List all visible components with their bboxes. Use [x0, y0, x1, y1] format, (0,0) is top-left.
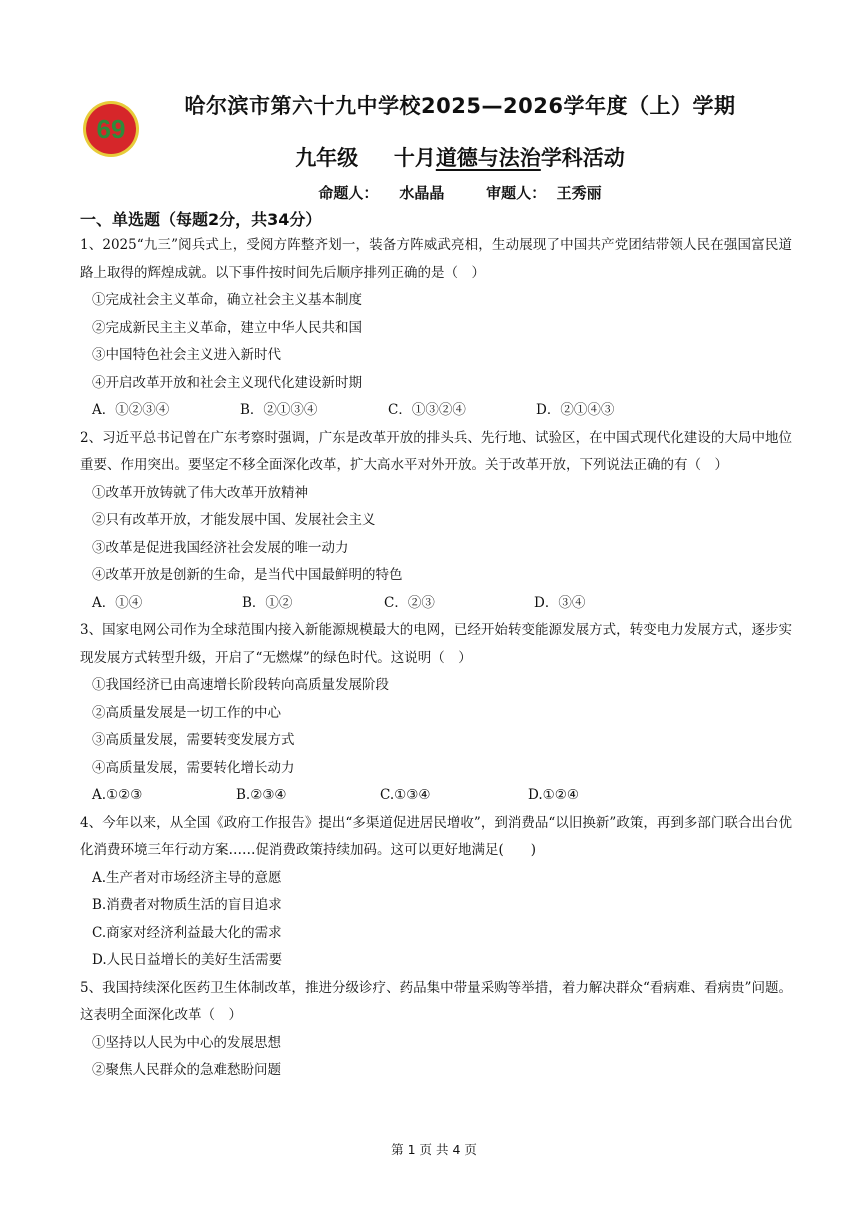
question-item: ③高质量发展，需要转变发展方式	[92, 732, 295, 748]
answer-choices	[80, 397, 792, 425]
question-stem: 1、2025“九三”阅兵式上，受阅方阵整齐划一，装备方阵威武亮相，生动展现了中国共产党团结带领人民在强国富民道路上取得的辉煌成就。以下事件按时间先后顺序排列正确的是（ ）	[80, 237, 792, 281]
choice-d[interactable]: D.①②④	[528, 787, 579, 803]
section-title: 一、单选题（每题2分，共34分）	[80, 210, 322, 229]
question-item: ①我国经济已由高速增长阶段转向高质量发展阶段	[92, 677, 389, 693]
setter-label: 命题人：	[318, 184, 379, 202]
questions	[80, 232, 792, 1085]
question-item: ②只有改革开放，才能发展中国、发展社会主义	[92, 512, 376, 528]
reviewer-label: 审题人：	[486, 184, 547, 202]
setter-name: 水晶晶	[399, 184, 445, 202]
choice-b[interactable]: B.消费者对物质生活的盲目追求	[92, 897, 282, 913]
exam-title-line1: 哈尔滨市第六十九中学校2025—2026学年度（上）学期	[184, 94, 736, 118]
question-item: ④开启改革开放和社会主义现代化建设新时期	[92, 374, 362, 391]
choice-b[interactable]: B．①②	[242, 594, 293, 611]
month-label: 十月	[393, 146, 436, 170]
question-item: ②高质量发展是一切工作的中心	[92, 704, 281, 721]
choice-d[interactable]: D.人民日益增长的美好生活需要	[92, 952, 283, 968]
exam-title-line2	[140, 142, 780, 172]
choice-a[interactable]: A．①④	[92, 594, 143, 611]
activity-label: 学科活动	[540, 146, 625, 170]
choice-d[interactable]: D．③④	[534, 594, 586, 611]
choice-c[interactable]: C.①③④	[380, 787, 431, 803]
question-stem: 4、今年以来，从全国《政府工作报告》提出“多渠道促进居民增收”，到消费品“以旧换新”政策，再到多部门联合出台优化消费环境三年行动方案……促消费政策持续加码。这可以更好地满足( )	[80, 814, 792, 858]
question-item: ①完成社会主义革命，确立社会主义基本制度	[92, 292, 362, 308]
grade-label: 九年级	[295, 146, 359, 170]
choice-b[interactable]: B.②③④	[236, 787, 287, 803]
school-logo-icon	[82, 100, 140, 158]
reviewer-name: 王秀丽	[556, 184, 602, 202]
choice-c[interactable]: C．②③	[384, 594, 435, 611]
subject-label: 道德与法治	[435, 146, 541, 170]
choice-a[interactable]: A.生产者对市场经济主导的意愿	[92, 869, 282, 886]
question-item: ①改革开放铸就了伟大改革开放精神	[92, 484, 308, 501]
choice-d[interactable]: D．②①④③	[536, 402, 615, 418]
question-item: ③改革是促进我国经济社会发展的唯一动力	[92, 539, 349, 556]
author-line	[140, 182, 780, 203]
answer-choices	[80, 590, 792, 618]
choice-b[interactable]: B．②①③④	[240, 402, 318, 418]
question-stem: 2、习近平总书记曾在广东考察时强调，广东是改革开放的排头兵、先行地、试验区，在中国式现代化建设的大局中地位重要、作用突出。要坚定不移全面深化改革，扩大高水平对外开放。关于改革开放，下列说法正确的有（ ）	[80, 429, 792, 473]
question-item: ④高质量发展，需要转化增长动力	[92, 759, 295, 776]
choice-c[interactable]: C.商家对经济利益最大化的需求	[92, 924, 282, 941]
question-item: ③中国特色社会主义进入新时代	[92, 347, 281, 363]
answer-choices	[80, 782, 792, 810]
question-stem: 3、国家电网公司作为全球范围内接入新能源规模最大的电网，已经开始转变能源发展方式，转变电力发展方式，逐步实现发展方式转型升级，开启了“无燃煤”的绿色时代。这说明（ ）	[80, 622, 792, 666]
choice-a[interactable]: A．①②③④	[92, 402, 170, 418]
question-stem: 5、我国持续深化医药卫生体制改革，推进分级诊疗、药品集中带量采购等举措，着力解决群众“看病难、看病贵”问题。这表明全面深化改革（ ）	[80, 979, 792, 1023]
choice-a[interactable]: A.①②③	[92, 787, 143, 803]
question-item: ①坚持以人民为中心的发展思想	[92, 1034, 281, 1051]
page-number: 第 1 页 共 4 页	[391, 1142, 477, 1157]
question-item: ④改革开放是创新的生命，是当代中国最鲜明的特色	[92, 567, 403, 583]
question-item: ②聚焦人民群众的急难愁盼问题	[92, 1062, 281, 1078]
svg-text:69: 69	[96, 114, 126, 144]
question-item: ②完成新民主主义革命，建立中华人民共和国	[92, 319, 362, 336]
choice-c[interactable]: C．①③②④	[388, 402, 466, 418]
